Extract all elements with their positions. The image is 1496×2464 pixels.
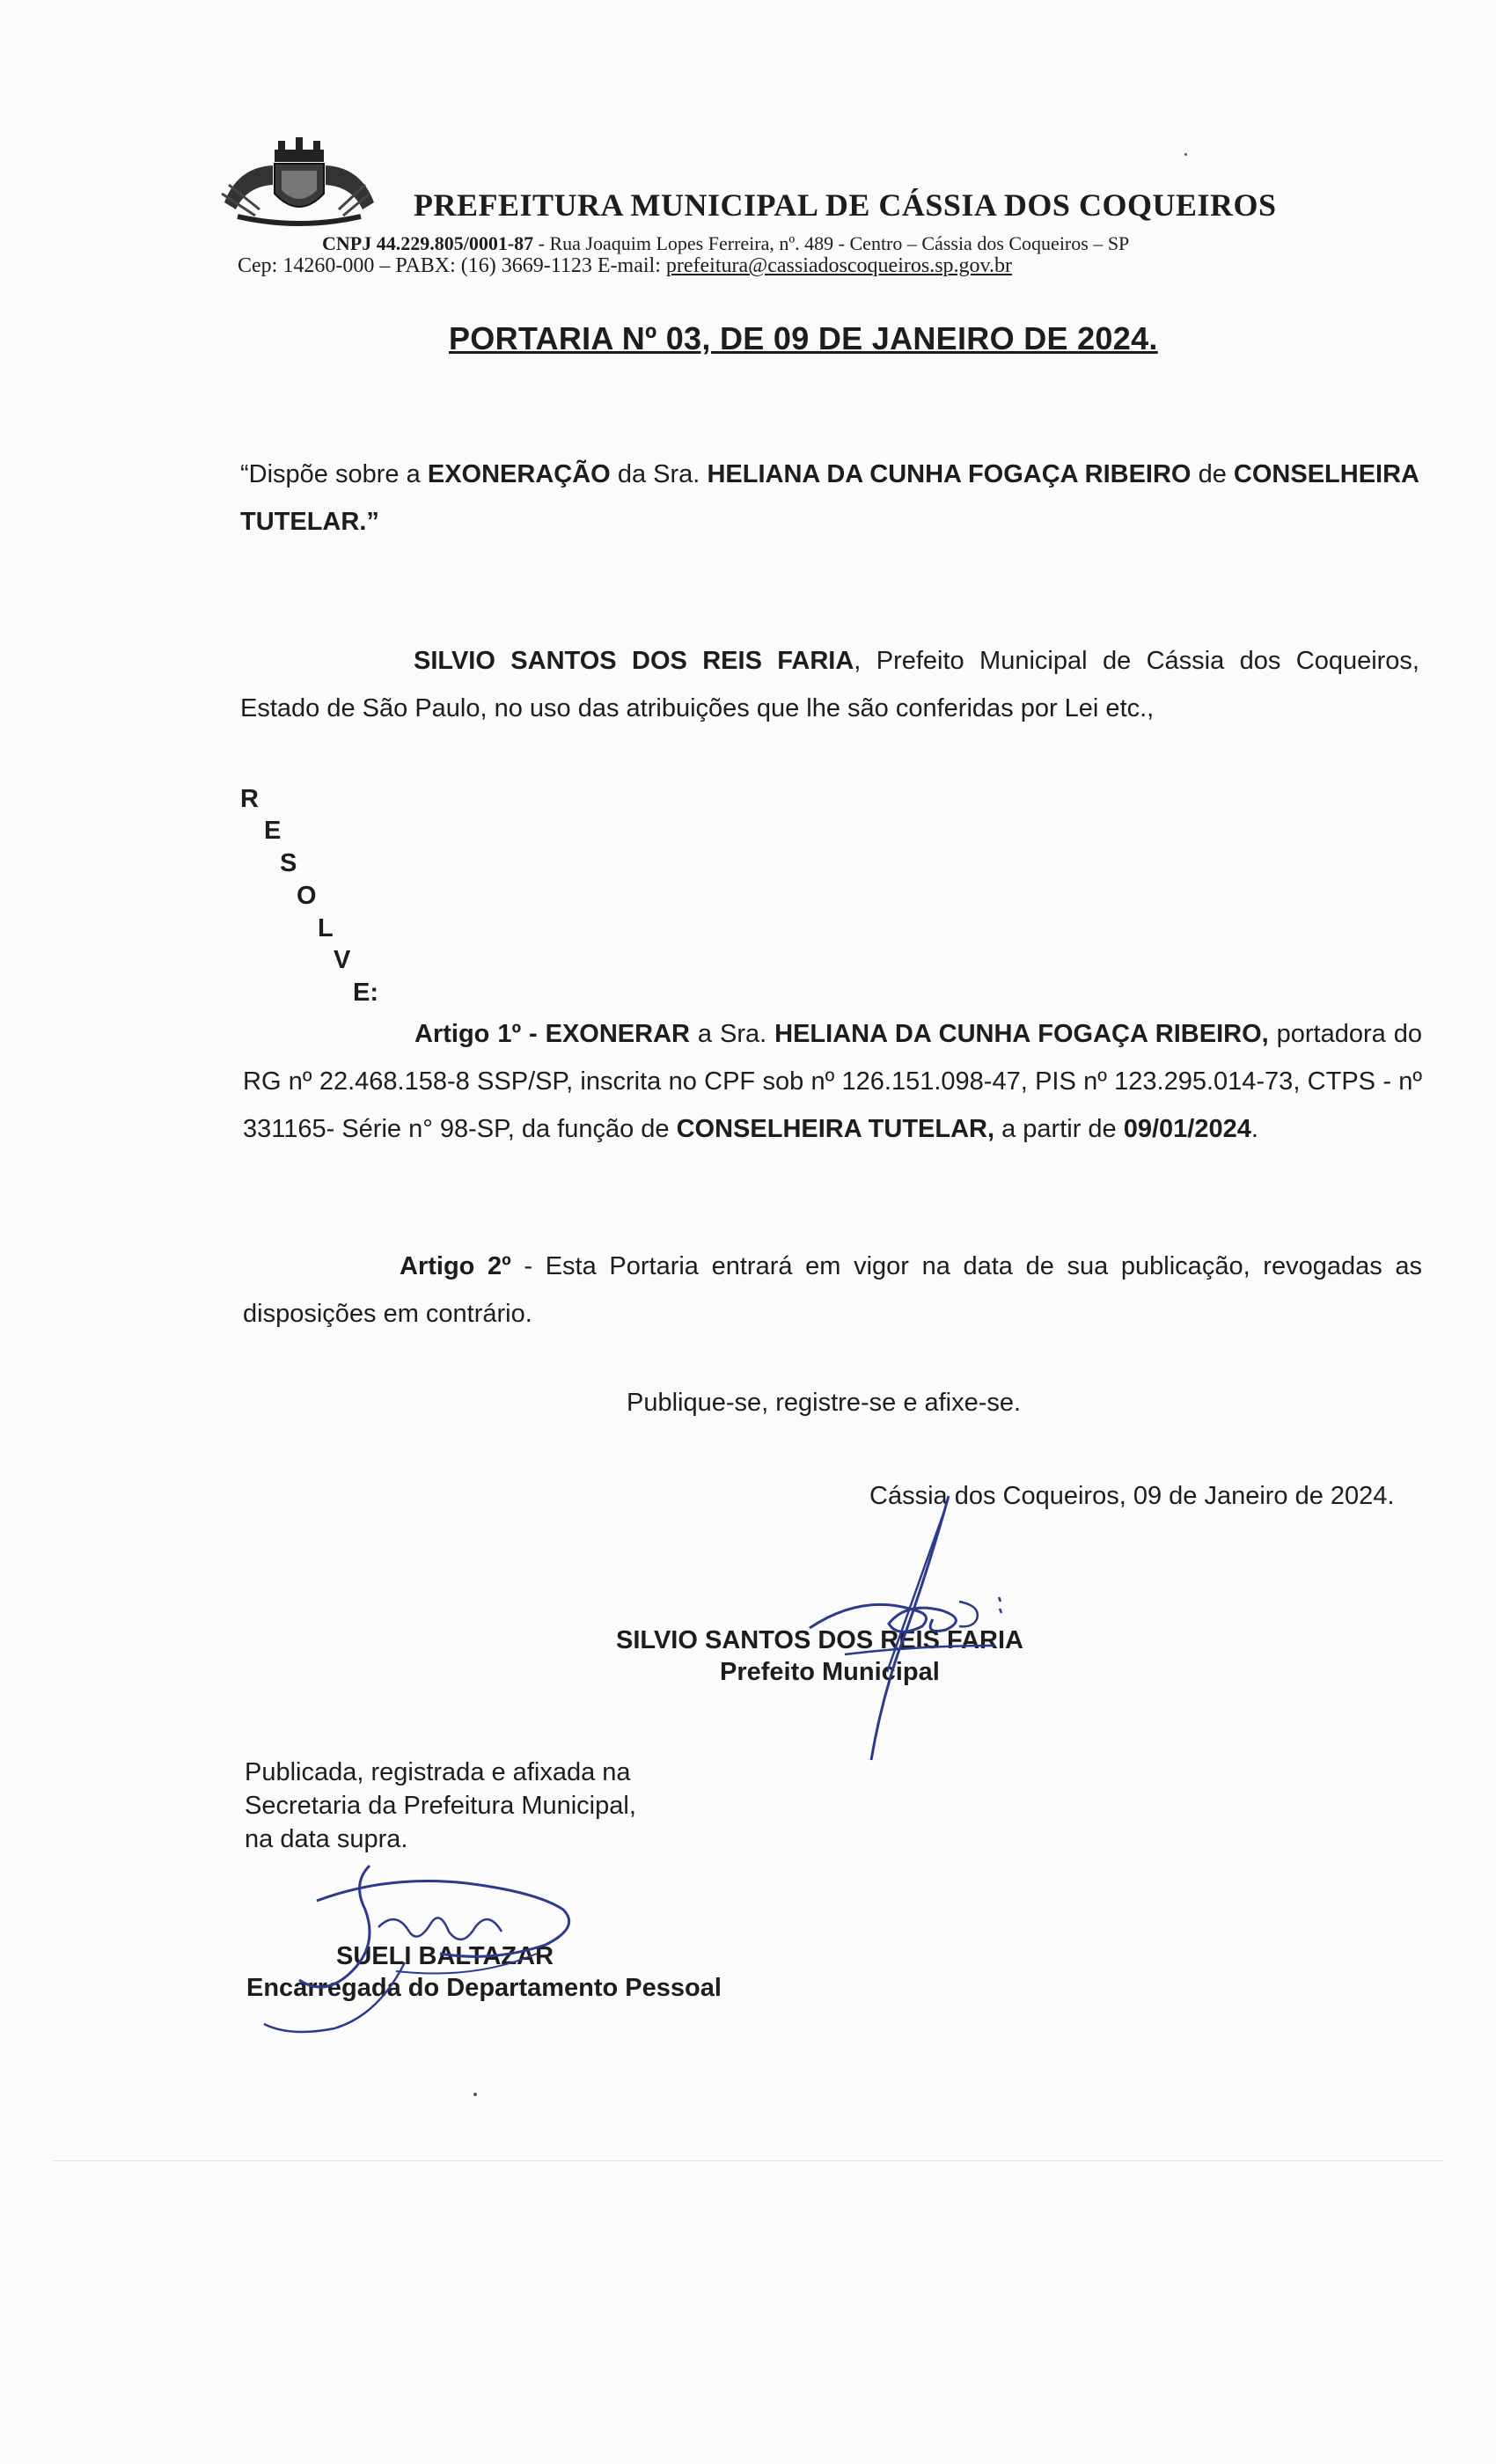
effective-date: 09/01/2024	[1123, 1115, 1251, 1143]
publication-note-line: Secretaria da Prefeitura Municipal,	[245, 1792, 636, 1820]
summary-text: de	[1191, 460, 1234, 488]
role-name: CONSELHEIRA TUTELAR,	[676, 1115, 995, 1143]
email-link[interactable]: prefeitura@cassiadoscoqueiros.sp.gov.br	[665, 254, 1012, 277]
contact-text: Cep: 14260-000 – PABX: (16) 3669-1123 E-mail:	[238, 254, 666, 277]
scan-speck	[1184, 153, 1187, 156]
publication-note-line: na data supra.	[245, 1825, 408, 1853]
summary-bold: EXONERAÇÃO	[427, 460, 611, 488]
org-contact	[238, 254, 1012, 278]
summary-text: “Dispõe sobre a	[240, 460, 428, 488]
resolve-letter: V	[334, 946, 351, 974]
resolve-letter: O	[297, 882, 317, 910]
article-1	[243, 1010, 1422, 1153]
article-1-heading: Artigo 1º - EXONERAR	[414, 1020, 690, 1048]
summary-paragraph	[240, 451, 1419, 546]
org-name: PREFEITURA MUNICIPAL DE CÁSSIA DOS COQUEIROS	[414, 187, 1277, 223]
preamble-paragraph	[240, 637, 1419, 732]
cnpj: CNPJ 44.229.805/0001-87	[322, 232, 534, 254]
scan-edge-line	[53, 2160, 1443, 2161]
coat-of-arms-icon	[220, 132, 378, 229]
org-address	[322, 232, 1129, 255]
closing-formula: Publique-se, registre-se e afixe-se.	[627, 1389, 1022, 1417]
signatory-role: Prefeito Municipal	[720, 1658, 940, 1686]
resolve-letter: L	[318, 914, 334, 942]
mayor-name: SILVIO SANTOS DOS REIS FARIA	[414, 647, 854, 675]
article-1-text: a partir de	[994, 1115, 1124, 1143]
employee-name: HELIANA DA CUNHA FOGAÇA RIBEIRO,	[774, 1020, 1269, 1048]
place-and-date: Cássia dos Coqueiros, 09 de Janeiro de 2024.	[869, 1482, 1395, 1510]
resolve-letter: R	[240, 785, 259, 813]
hr-signatory-role: Encarregada do Departamento Pessoal	[246, 1974, 722, 2002]
resolve-letter: E:	[353, 979, 378, 1007]
article-1-text: .	[1250, 1115, 1258, 1143]
hr-signatory-name: SUELI BALTAZAR	[336, 1942, 554, 1970]
article-2-text: - Esta Portaria entrará em vigor na data de sua publicação, revogadas as disposições em contrário.	[243, 1252, 1422, 1328]
scan-speck	[473, 2093, 477, 2096]
preamble-text: , Prefeito Municipal de Cássia dos Coqueiros, Estado de São Paulo, no uso das atribuições que lhe são conferidas por Lei etc.,	[240, 647, 1419, 722]
signatory-name: SILVIO SANTOS DOS REIS FARIA	[616, 1626, 1023, 1654]
resolve-letter: S	[280, 849, 297, 877]
address-text: - Rua Joaquim Lopes Ferreira, nº. 489 - Centro – Cássia dos Coqueiros – SP	[533, 232, 1130, 254]
article-1-text: a Sra.	[689, 1020, 775, 1048]
publication-note	[245, 1756, 636, 1856]
employee-name: HELIANA DA CUNHA FOGAÇA RIBEIRO	[707, 460, 1192, 488]
article-1-text: portadora do RG nº 22.468.158-8 SSP/SP, inscrita no CPF sob nº 126.151.098-47, PIS nº 123.295.014-73, CTPS - nº 331165- Série n° 98-SP, da função de	[243, 1020, 1422, 1143]
summary-role: CONSELHEIRA TUTELAR.”	[240, 460, 1419, 536]
publication-note-line: Publicada, registrada e afixada na	[245, 1758, 631, 1786]
document-title: PORTARIA Nº 03, DE 09 DE JANEIRO DE 2024.	[449, 320, 1158, 356]
article-2	[243, 1243, 1422, 1338]
article-2-heading: Artigo 2º	[400, 1252, 511, 1280]
resolve-letter: E	[264, 817, 282, 845]
summary-text: da Sra.	[610, 460, 708, 488]
